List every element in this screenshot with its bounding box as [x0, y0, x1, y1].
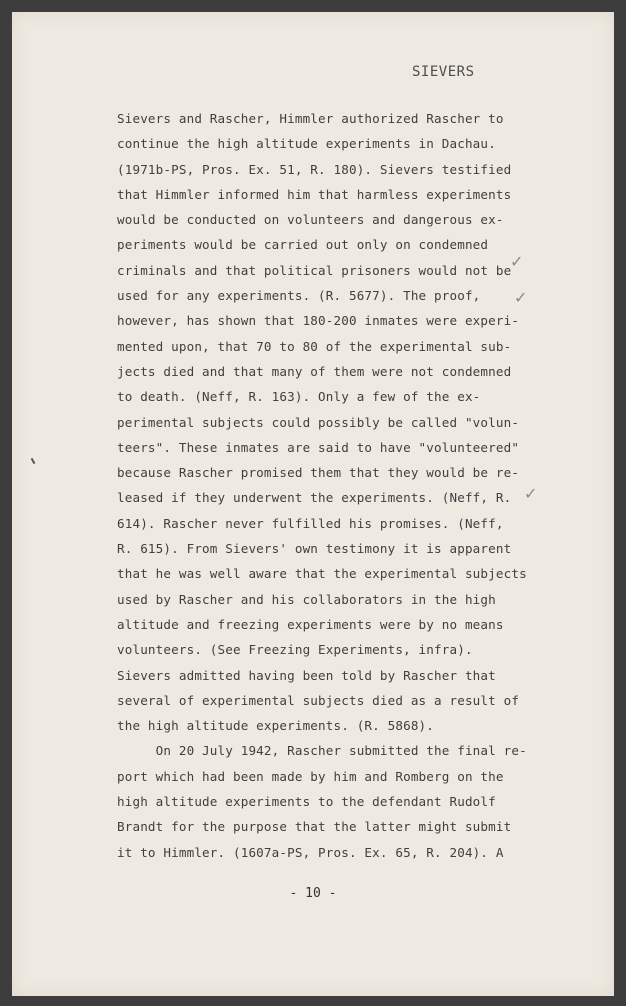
- text-line: teers". These inmates are said to have "volunteered": [117, 439, 520, 455]
- text-line: because Rascher promised them that they would be re-: [117, 465, 520, 481]
- text-line: criminals and that political prisoners would not be: [117, 262, 512, 278]
- text-line: altitude and freezing experiments were by no means: [117, 616, 504, 632]
- checkmark-icon: ✓: [524, 484, 538, 503]
- text-line: would be conducted on volunteers and dangerous ex-: [117, 212, 504, 228]
- text-line: Sievers admitted having been told by Rascher that: [117, 667, 496, 683]
- text-line: periments would be carried out only on condemned: [117, 237, 489, 253]
- text-line: On 20 July 1942, Rascher submitted the final re-: [117, 743, 527, 759]
- text-line: it to Himmler. (1607a-PS, Pros. Ex. 65, R. 204). A: [117, 844, 504, 860]
- text-line: perimental subjects could possibly be called "volun-: [117, 414, 520, 430]
- text-line: continue the high altitude experiments in Dachau.: [117, 136, 496, 152]
- checkmark-icon: ✓: [514, 288, 528, 307]
- checkmark-icon: ✓: [510, 252, 524, 271]
- text-line: high altitude experiments to the defendant Rudolf: [117, 794, 496, 810]
- text-line: used for any experiments. (R. 5677). The proof,: [117, 288, 481, 304]
- text-line: several of experimental subjects died as a result of: [117, 692, 520, 708]
- text-line: 614). Rascher never fulfilled his promises. (Neff,: [117, 515, 504, 531]
- text-line: that Himmler informed him that harmless experiments: [117, 186, 512, 202]
- running-header: SIEVERS: [412, 64, 475, 80]
- text-line: however, has shown that 180-200 inmates were experi-: [117, 313, 520, 329]
- text-line: Brandt for the purpose that the latter might submit: [117, 819, 512, 835]
- text-line: to death. (Neff, R. 163). Only a few of the ex-: [117, 389, 481, 405]
- text-line: volunteers. (See Freezing Experiments, infra).: [117, 642, 473, 658]
- text-line: mented upon, that 70 to 80 of the experimental sub-: [117, 338, 512, 354]
- text-line: Sievers and Rascher, Himmler authorized Rascher to: [117, 111, 504, 126]
- page-number: - 10 -: [289, 886, 337, 901]
- text-line: (1971b-PS, Pros. Ex. 51, R. 180). Sievers testified: [117, 161, 512, 177]
- text-line: used by Rascher and his collaborators in the high: [117, 591, 496, 607]
- text-line: the high altitude experiments. (R. 5868).: [117, 718, 435, 734]
- text-line: that he was well aware that the experimental subjects: [117, 566, 527, 582]
- document-body: [117, 106, 537, 865]
- text-line: leased if they underwent the experiments. (Neff, R.: [117, 490, 512, 506]
- text-line: jects died and that many of them were not condemned: [117, 363, 512, 379]
- text-line: R. 615). From Sievers' own testimony it is apparent: [117, 541, 512, 557]
- text-line: port which had been made by him and Romberg on the: [117, 768, 504, 784]
